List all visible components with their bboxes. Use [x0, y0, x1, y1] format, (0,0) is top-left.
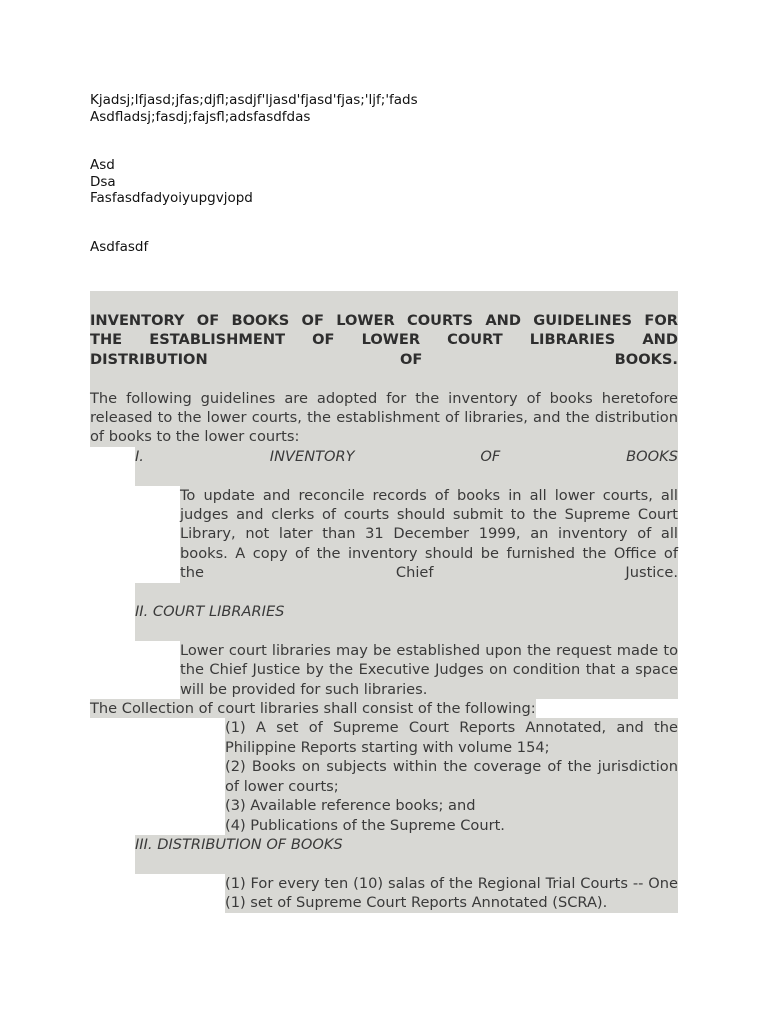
distribution-item: (1) For every ten (10) salas of the Regional Trial Courts -- One (1) set of Supreme Court Reports Annotated (SCRA). [225, 874, 678, 912]
header-line: Asd [90, 157, 115, 173]
title-line [90, 350, 678, 369]
collection-intro: The Collection of court libraries shall consist of the following: [90, 700, 536, 718]
header-line: Fasfasdfadyoiyupgvjopd [90, 190, 253, 206]
section-3-heading [135, 835, 678, 854]
section-1-body [180, 486, 678, 583]
header-line: Asdfasdf [90, 238, 149, 255]
collection-item: (2) Books on subjects within the coverage of the jurisdiction of lower courts; [225, 758, 678, 795]
header-line: Kjadsj;lfjasd;jfas;djfl;asdjf'ljasd'fjasd'fjas;'ljf;'fads [90, 92, 418, 108]
section-number: I. [135, 447, 144, 465]
section-title: DISTRIBUTION OF BOOKS [157, 835, 343, 853]
collection-item: (4) Publications of the Supreme Court. [225, 816, 678, 835]
header-line: Dsa [90, 173, 116, 190]
body-word: Justice. [625, 564, 678, 582]
section-2-heading [135, 602, 678, 621]
collection-item: (1) A set of Supreme Court Reports Annotated, and the Philippine Reports starting with volume 154; [225, 719, 678, 756]
section-1-heading [135, 447, 678, 466]
section-1-last-line [180, 563, 678, 582]
document-title [90, 291, 678, 369]
header-text-block [90, 92, 418, 255]
section-1-paragraph: To update and reconcile records of books in all lower courts, all judges and clerks of courts should submit to the Supreme Court Library, not later than 31 December 1999, an inventory of all books. A copy of the inventory should be furnished the Office of [180, 486, 678, 562]
title-line: INVENTORY OF BOOKS OF LOWER COURTS AND GUIDELINES FOR [90, 312, 678, 329]
section-title: COURT LIBRARIES [152, 603, 285, 621]
section-number: III. [135, 835, 153, 853]
section-number: II. [135, 603, 149, 621]
header-line: Asdfladsj;fasdj;fajsfl;adsfasdfdas [90, 108, 311, 125]
title-word: OF [399, 350, 423, 368]
document-body [90, 291, 678, 913]
section-word: INVENTORY [269, 447, 355, 465]
collection-item: (3) Available reference books; and [225, 796, 678, 815]
section-word: BOOKS [626, 447, 678, 465]
body-word: the [180, 564, 204, 582]
section-word: OF [480, 447, 501, 465]
title-word: BOOKS. [614, 350, 678, 368]
title-line: THE ESTABLISHMENT OF LOWER COURT LIBRARIES AND [90, 331, 678, 349]
body-word: Chief [395, 564, 434, 582]
section-2-paragraph: Lower court libraries may be established upon the request made to the Chief Justice by the Executive Judges on condition that a space will be provided for such libraries. [180, 641, 678, 698]
title-word: DISTRIBUTION [90, 350, 208, 368]
intro-paragraph: The following guidelines are adopted for the inventory of books heretofore released to the lower courts, the establishment of libraries, and the distribution of books to the lower courts: [90, 389, 678, 446]
